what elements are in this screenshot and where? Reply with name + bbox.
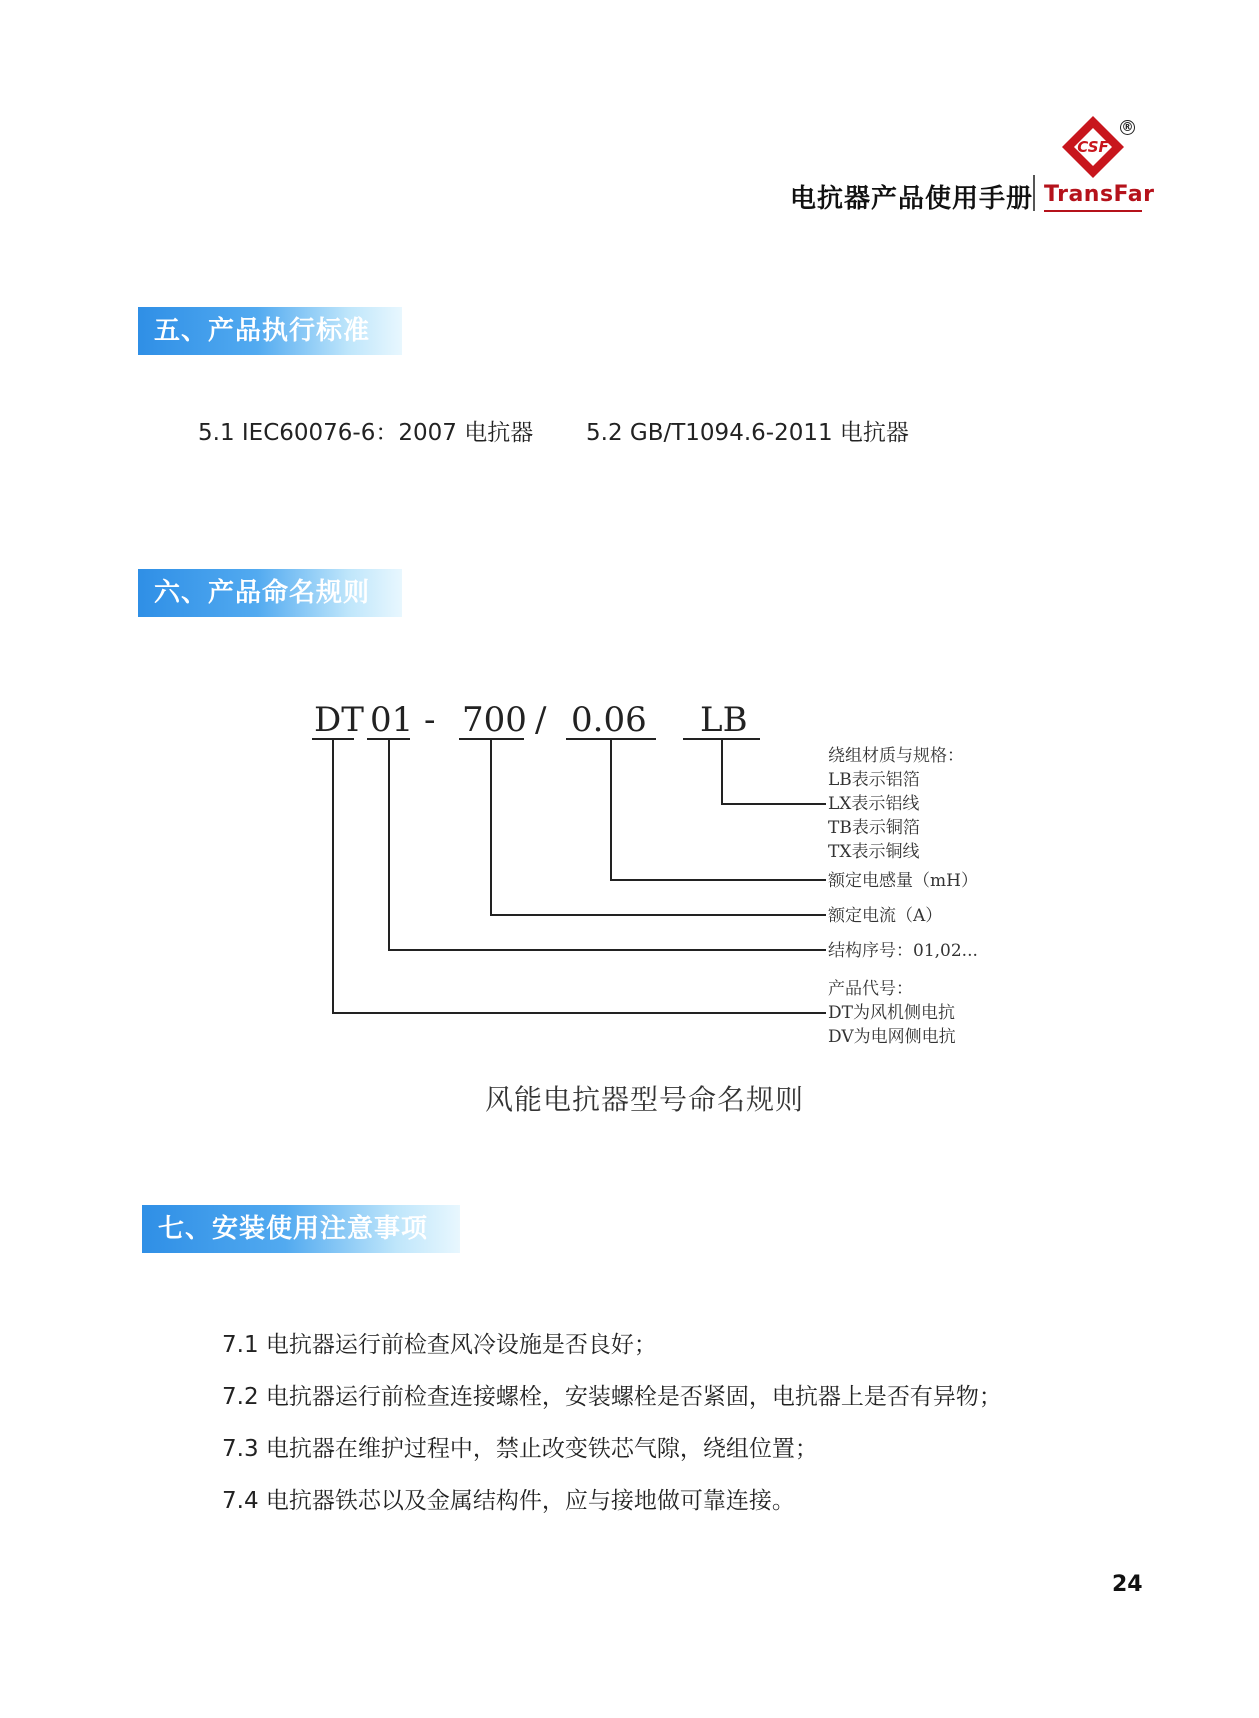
section-7-banner: 七、安装使用注意事项 [142, 1205, 460, 1253]
brand-name: TransFar [1044, 182, 1155, 207]
page-number: 24 [1112, 1572, 1143, 1597]
note-item-4: 7.4 电抗器铁芯以及金属结构件，应与接地做可靠连接。 [222, 1488, 795, 1514]
manual-title: 电抗器产品使用手册 [790, 184, 1034, 214]
code-part-slash: / [535, 700, 547, 740]
registered-mark: ® [1121, 120, 1134, 134]
code-part-dt: DT [314, 700, 364, 740]
code-part-006: 0.06 [571, 700, 647, 740]
leader-lines [333, 739, 826, 1013]
label-product-dv: DV为电网侧电抗 [828, 1027, 956, 1047]
note-item-1: 7.1 电抗器运行前检查风冷设施是否良好； [222, 1332, 657, 1358]
label-product-dt: DT为风机侧电抗 [828, 1003, 955, 1023]
standard-item-2: 5.2 GB/T1094.6-2011 电抗器 [586, 420, 909, 446]
label-winding-title: 绕组材质与规格： [828, 746, 964, 766]
label-inductance: 额定电感量（mH） [828, 871, 978, 891]
label-current: 额定电流（A） [828, 906, 943, 926]
standard-item-1: 5.1 IEC60076-6：2007 电抗器 [198, 420, 534, 446]
code-part-dash: - [424, 700, 436, 740]
code-part-01: 01 [370, 700, 414, 740]
note-item-3: 7.3 电抗器在维护过程中，禁止改变铁芯气隙，绕组位置； [222, 1436, 818, 1462]
label-winding-tb: TB表示铜箔 [828, 818, 920, 838]
code-part-700: 700 [462, 700, 527, 740]
label-product-title: 产品代号： [828, 979, 913, 999]
label-winding-lx: LX表示铝线 [828, 794, 920, 814]
section-5-banner: 五、产品执行标准 [138, 307, 402, 355]
note-item-2: 7.2 电抗器运行前检查连接螺栓，安装螺栓是否紧固，电抗器上是否有异物； [222, 1384, 1002, 1410]
label-structure: 结构序号：01,02... [828, 941, 978, 961]
code-part-lb: LB [700, 700, 748, 740]
diagram-caption: 风能电抗器型号命名规则 [485, 1083, 805, 1116]
label-winding-tx: TX表示铜线 [828, 842, 920, 862]
label-winding-lb: LB表示铝箔 [828, 770, 920, 790]
section-6-banner: 六、产品命名规则 [138, 569, 402, 617]
logo-mark-text: CSF [1077, 138, 1109, 156]
